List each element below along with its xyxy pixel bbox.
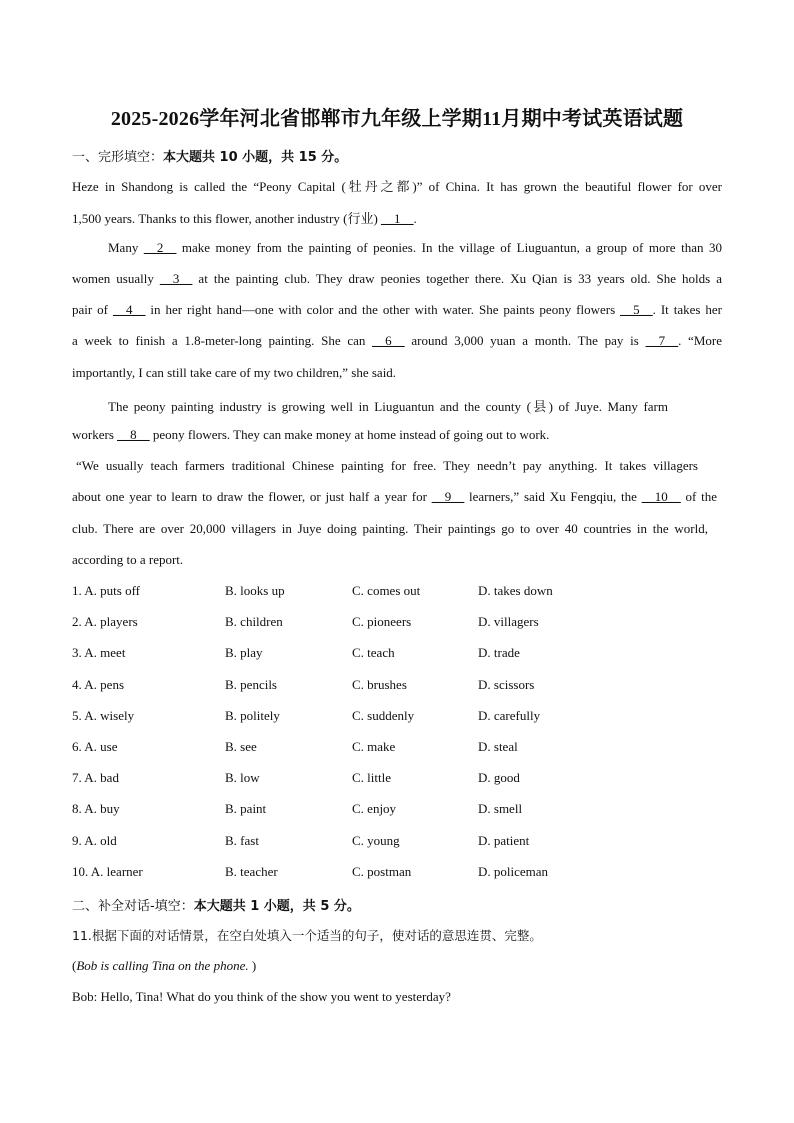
text: make money from the painting of peonies. In the village of Liuguantun, a group of more than 30 <box>176 240 722 255</box>
passage-line-2 <box>72 208 722 227</box>
option-a: 3. A. meet <box>72 645 126 660</box>
text: . It takes her <box>652 302 722 317</box>
passage-line-7: importantly, I can still take care of my two children,” she said. <box>72 365 397 380</box>
text: workers <box>72 427 118 442</box>
text: . <box>413 211 417 226</box>
option-row-7 <box>72 770 722 788</box>
option-c: C. young <box>352 833 400 848</box>
option-c: C. pioneers <box>352 614 412 629</box>
text: of the <box>680 489 718 504</box>
option-row-4 <box>72 677 722 695</box>
option-c: C. postman <box>352 864 412 879</box>
blank-10: __10__ <box>641 489 681 504</box>
blank-3: __3__ <box>159 271 193 286</box>
passage-line-8: The peony painting industry is growing well in Liuguantun and the county (县) of Juye. Many farm <box>108 399 668 414</box>
text: about one year to learn to draw the flower, or just half a year for <box>72 489 432 504</box>
blank-2: __2__ <box>143 240 177 255</box>
option-b: B. teacher <box>225 864 278 879</box>
option-b: B. see <box>225 739 257 754</box>
blank-5: __5__ <box>620 302 653 317</box>
passage-line-12: club. There are over 20,000 villagers in Juye doing painting. Their paintings go to over 40 countries in the world, <box>72 521 708 536</box>
option-a: 8. A. buy <box>72 801 120 816</box>
section-1-head: 一、完形填空： <box>72 150 164 165</box>
dialogue-line-1: Bob: Hello, Tina! What do you think of the show you went to yesterday? <box>72 989 451 1004</box>
option-b: B. fast <box>225 833 259 848</box>
option-row-2 <box>72 614 722 632</box>
option-a: 9. A. old <box>72 833 117 848</box>
option-a: 2. A. players <box>72 614 138 629</box>
option-row-5 <box>72 708 722 726</box>
page-title: 2025-2026学年河北省邯郸市九年级上学期11月期中考试英语试题 <box>110 108 684 130</box>
option-c: C. enjoy <box>352 801 397 816</box>
option-row-9 <box>72 833 722 851</box>
blank-8: __8__ <box>117 427 150 442</box>
passage-line-3 <box>108 240 722 256</box>
passage-line-5 <box>72 302 722 318</box>
option-b: B. pencils <box>225 677 277 692</box>
option-d: D. patient <box>478 833 530 848</box>
text: in her right hand—one with color and the other with water. She paints peony flowers <box>145 302 621 317</box>
section-2-heading <box>72 895 360 914</box>
section-1-heading <box>72 146 347 165</box>
option-row-6 <box>72 739 722 757</box>
option-c: C. suddenly <box>352 708 415 723</box>
option-a: 6. A. use <box>72 739 118 754</box>
option-b: B. play <box>225 645 263 660</box>
passage-line-4 <box>72 271 722 287</box>
option-d: D. smell <box>478 801 523 816</box>
text: women usually <box>72 271 160 286</box>
text: pair of <box>72 302 113 317</box>
dialogue-context <box>72 958 722 974</box>
option-b: B. low <box>225 770 260 785</box>
blank-9: __9__ <box>431 489 465 504</box>
text: around 3,000 yuan a month. The pay is <box>404 333 646 348</box>
option-a: 1. A. puts off <box>72 583 141 598</box>
text: peony flowers. They can make money at home instead of going out to work. <box>149 427 550 442</box>
option-row-10 <box>72 864 722 882</box>
option-c: C. teach <box>352 645 395 660</box>
option-a: 4. A. pens <box>72 677 124 692</box>
option-a: 7. A. bad <box>72 770 119 785</box>
section-1-desc: 本大题共 10 小题，共 15 分。 <box>163 150 348 165</box>
passage-line-11 <box>72 489 717 505</box>
option-d: D. good <box>478 770 520 785</box>
option-b: B. paint <box>225 801 267 816</box>
option-c: C. little <box>352 770 391 785</box>
option-b: B. children <box>225 614 283 629</box>
passage-line-10: “We usually teach farmers traditional Chinese painting for free. They needn’t pay anything. It takes villagers <box>76 458 698 473</box>
option-b: B. looks up <box>225 583 285 598</box>
blank-7: __7__ <box>645 333 679 348</box>
option-a: 10. A. learner <box>72 864 143 879</box>
option-row-3 <box>72 645 722 663</box>
blank-1: __1__ <box>381 211 414 226</box>
option-d: D. trade <box>478 645 520 660</box>
text: ) <box>248 958 257 973</box>
text: . “More <box>678 333 722 348</box>
text: at the painting club. They draw peonies together there. Xu Qian is 33 years old. She holds a <box>192 271 722 286</box>
passage-line-13: according to a report. <box>72 552 184 567</box>
option-row-1 <box>72 583 722 601</box>
option-d: D. steal <box>478 739 518 754</box>
option-row-8 <box>72 801 722 819</box>
option-d: D. carefully <box>478 708 541 723</box>
passage-line-1: Heze in Shandong is called the “Peony Capital (牡丹之都)” of China. It has grown the beautiful flower for over <box>72 179 722 194</box>
text: 1,500 years. Thanks to this flower, another industry (行业) <box>72 211 382 226</box>
option-c: C. comes out <box>352 583 421 598</box>
context-text: Bob is calling Tina on the phone. <box>76 958 249 973</box>
blank-6: __6__ <box>372 333 405 348</box>
question-11-instruction: 11.根据下面的对话情景，在空白处填入一个适当的句子，使对话的意思连贯、完整。 <box>72 928 542 943</box>
option-a: 5. A. wisely <box>72 708 135 723</box>
text: ( <box>72 958 77 973</box>
text: learners,” said Xu Fengqiu, the <box>464 489 642 504</box>
option-d: D. policeman <box>478 864 549 879</box>
option-c: C. brushes <box>352 677 407 692</box>
passage-line-6 <box>72 333 722 349</box>
section-2-head: 二、补全对话-填空： <box>72 899 194 914</box>
blank-4: __4__ <box>112 302 146 317</box>
option-b: B. politely <box>225 708 280 723</box>
section-2-desc: 本大题共 1 小题，共 5 分。 <box>193 899 360 914</box>
text: Many <box>108 240 144 255</box>
option-c: C. make <box>352 739 396 754</box>
passage-line-9 <box>72 427 722 443</box>
text: a week to finish a 1.8-meter-long painting. She can <box>72 333 373 348</box>
option-d: D. scissors <box>478 677 535 692</box>
option-d: D. villagers <box>478 614 539 629</box>
option-d: D. takes down <box>478 583 553 598</box>
